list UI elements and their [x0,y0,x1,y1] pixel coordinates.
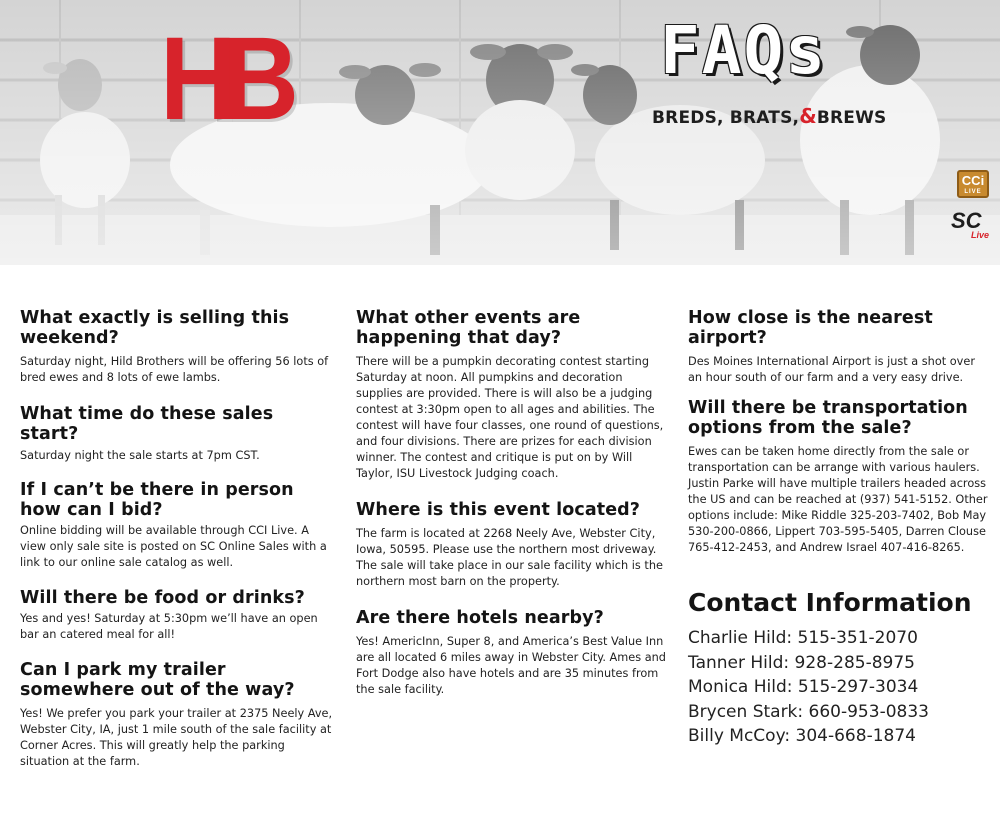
faq-question: Can I park my trailer somewhere out of the way? [20,660,295,700]
faq-item-location [356,500,671,590]
contact-monica-hild: Monica Hild: 515-297-3034 [688,677,919,697]
faq-answer: Yes! AmericInn, Super 8, and America’s Best Value Inn are all located 6 miles away in Webster City. Ames and Fort Dodge also have hotels and are 35 minutes from the sale facility. [356,635,666,696]
faq-question: How close is the nearest airport? [688,308,933,348]
faq-answer: Online bidding will be available through CCI Live. A view only sale site is posted on SC Online Sales with a link to our online sale catalog as well. [20,524,327,569]
subtitle-ampersand: & [799,104,817,128]
cci-logo-live: LIVE [964,189,982,195]
faq-answer: Saturday night the sale starts at 7pm CST. [20,449,260,462]
header-banner [0,0,1000,265]
sc-logo-live: Live [971,230,990,240]
hb-logo: HB [160,13,285,145]
faq-answer: Yes! We prefer you park your trailer at 2375 Neely Ave, Webster City, IA, just 1 mile south of the sale facility at Corner Acres. This will greatly help the parking situation at the farm. [20,707,333,768]
subtitle-part1: BREDS, BRATS, [652,108,800,128]
contact-billy-mccoy: Billy McCoy: 304-668-1874 [688,726,916,746]
contact-tanner-hild: Tanner Hild: 928-285-8975 [688,652,915,673]
subtitle-part2: BREWS [816,108,887,128]
contact-brycen-stark: Brycen Stark: 660-953-0833 [688,701,929,722]
faq-item-hotels [356,608,671,698]
contact-charlie-hild: Charlie Hild: 515-351-2070 [688,628,918,648]
faq-item-food [20,588,335,643]
faq-item-bidding [20,480,335,571]
faq-answer: Yes and yes! Saturday at 5:30pm we’ll have an open bar an catered meal for all! [20,612,318,641]
faq-question: What other events are happening that day? [356,308,581,348]
faq-item-other-events [356,308,671,482]
faq-column-2 [356,308,671,698]
faq-answer: Ewes can be taken home directly from the sale or transportation can be arrange with various haulers. Justin Parke will have multiple trailers headed across the US and can be reached at (937) 541-5152. Other options include: Mike Riddle 325-203-7402, Bob May 530-200-0866, Lippert 703-595-5405, Darren Clouse 765-412-2453, and Andrew Israel 407-416-8265. [688,445,988,554]
faq-answer: There will be a pumpkin decorating contest starting Saturday at noon. All pumpkins and decoration supplies are provided. There is will also be a judging contest at 3:30pm open to all ages and abilities. The contest will have four classes, one round of questions, and four divisions. There are prizes for each division winner. The contest and critique is put on by Will Taylor, ISU Livestock Judging coach. [356,355,664,480]
contact-section [688,588,988,749]
faq-item-trailer-parking [20,660,335,770]
faq-question: What time do these sales start? [20,404,274,444]
faq-question: Will there be food or drinks? [20,588,305,608]
faq-question: Where is this event located? [356,500,641,520]
sc-logo-text: SC [951,208,982,233]
faq-question: What exactly is selling this weekend? [20,308,290,348]
faq-question: If I can’t be there in person how can I bid? [20,480,294,520]
faq-answer: Des Moines International Airport is just a shot over an hour south of our farm and a very easy drive. [688,355,975,384]
faq-column-1 [20,308,335,770]
cci-live-logo [957,170,989,198]
event-subtitle [652,104,887,128]
faq-question: Will there be transportation options from the sale? [688,398,968,438]
contact-list [688,626,988,749]
contact-title: Contact Information [688,588,972,617]
faq-question: Are there hotels nearby? [356,608,604,628]
faq-answer: Saturday night, Hild Brothers will be offering 56 lots of bred ewes and 8 lots of ewe lambs. [20,355,329,384]
sc-live-logo [951,208,991,238]
faq-item-airport [688,308,988,386]
faq-item-start-time [20,404,335,464]
faqs-title: FAQs [660,12,827,89]
sheep-photo-background [0,0,1000,265]
faq-column-3 [688,308,988,749]
faq-item-selling [20,308,335,386]
faq-item-transportation [688,398,988,556]
faq-answer: The farm is located at 2268 Neely Ave, Webster City, Iowa, 50595. Please use the northern most driveway. The sale will take place in our sale facility which is the northern most barn on the property. [356,527,663,588]
cci-logo-text: CCi [961,173,985,188]
